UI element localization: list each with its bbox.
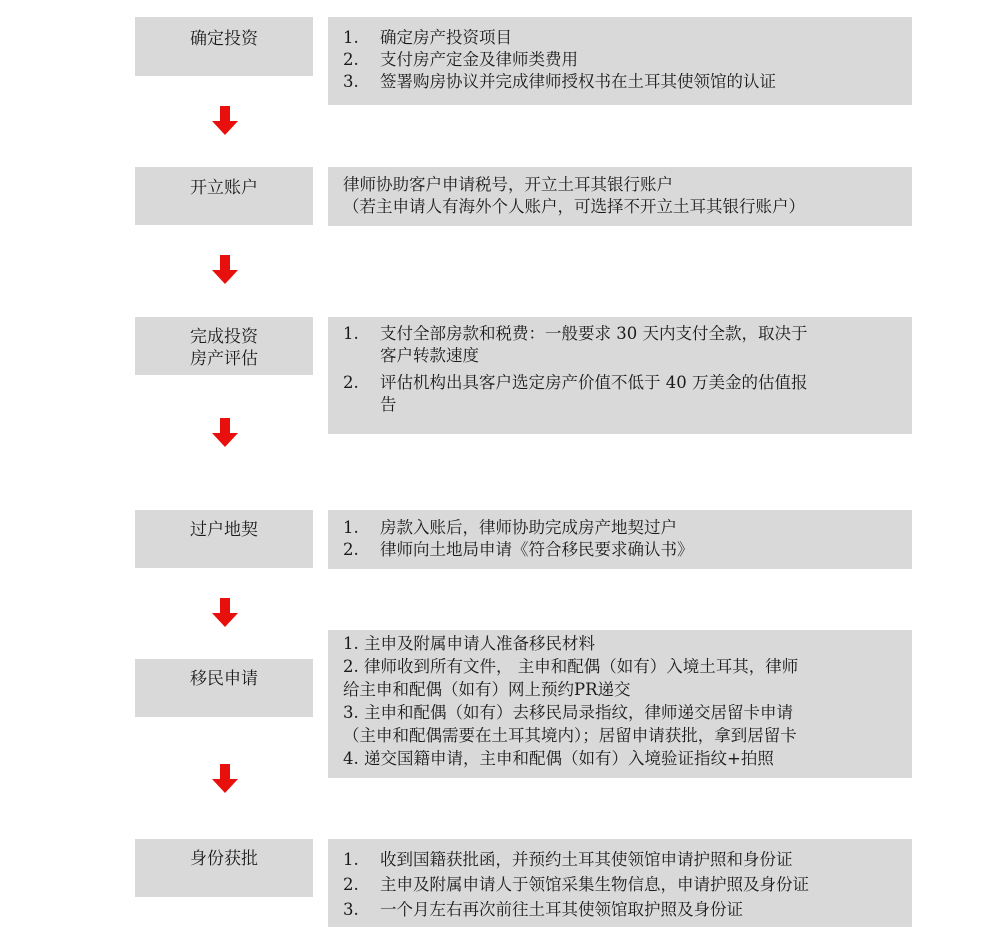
list-item: 3. 签署购房协议并完成律师授权书在土耳其使领馆的认证 xyxy=(343,72,776,91)
step-box-immigration-application xyxy=(135,659,313,717)
step-label: 移民申请 xyxy=(190,669,258,689)
detail-box-identity-approved xyxy=(328,839,912,927)
step-box-title-transfer xyxy=(135,510,313,568)
down-arrow-icon xyxy=(211,106,239,136)
detail-line: （若主申请人有海外个人账户，可选择不开立土耳其银行账户） xyxy=(343,197,805,216)
down-arrow-icon xyxy=(211,598,239,628)
down-arrow-icon xyxy=(211,418,239,448)
list-item: 1. 收到国籍获批函，并预约土耳其使领馆申请护照和身份证 xyxy=(343,850,793,869)
step-box-valuation xyxy=(135,317,313,375)
step-box-open-account xyxy=(135,167,313,225)
step-label-line2: 房产评估 xyxy=(190,349,258,369)
list-item: 2. 支付房产定金及律师类费用 xyxy=(343,50,578,69)
list-item: 2. 律师向土地局申请《符合移民要求确认书》 xyxy=(343,540,694,559)
detail-box-open-account xyxy=(328,167,912,226)
detail-line: 1. 主申及附属申请人准备移民材料 xyxy=(343,634,595,653)
detail-line: 3. 主申和配偶（如有）去移民局录指纹，律师递交居留卡申请 xyxy=(343,703,793,722)
list-item: 1. 支付全部房款和税费：一般要求 30 天内支付全款，取决于 xyxy=(343,324,808,343)
detail-box-title-transfer xyxy=(328,510,912,569)
list-item: 2. 主申及附属申请人于领馆采集生物信息，申请护照及身份证 xyxy=(343,875,809,894)
step-box-identity-approved xyxy=(135,839,313,897)
detail-line: 律师协助客户申请税号，开立土耳其银行账户 xyxy=(343,175,673,194)
list-item-continuation: 告 xyxy=(380,395,397,414)
down-arrow-icon xyxy=(211,255,239,285)
step-label-line1: 完成投资 xyxy=(190,327,258,347)
list-item: 3. 一个月左右再次前往土耳其使领馆取护照及身份证 xyxy=(343,900,743,919)
detail-line: 给主申和配偶（如有）网上预约PR递交 xyxy=(343,680,631,699)
list-item: 2. 评估机构出具客户选定房产价值不低于 40 万美金的估值报 xyxy=(343,373,808,392)
down-arrow-icon xyxy=(211,764,239,794)
step-label: 过户地契 xyxy=(190,520,258,540)
list-item: 1. 确定房产投资项目 xyxy=(343,28,512,47)
step-label: 开立账户 xyxy=(190,178,258,198)
detail-box-immigration-application xyxy=(328,630,912,778)
step-label: 确定投资 xyxy=(190,29,258,49)
detail-line: 4. 递交国籍申请，主申和配偶（如有）入境验证指纹+拍照 xyxy=(343,749,774,768)
detail-box-confirm-investment xyxy=(328,17,912,105)
detail-box-valuation xyxy=(328,317,912,434)
step-box-confirm-investment xyxy=(135,17,313,76)
detail-line: （主申和配偶需要在土耳其境内）；居留申请获批，拿到居留卡 xyxy=(343,726,797,745)
step-label: 身份获批 xyxy=(190,849,258,869)
list-item-continuation: 客户转款速度 xyxy=(380,346,479,365)
detail-line: 2. 律师收到所有文件， 主申和配偶（如有）入境土耳其，律师 xyxy=(343,657,799,676)
list-item: 1. 房款入账后，律师协助完成房产地契过户 xyxy=(343,518,677,537)
